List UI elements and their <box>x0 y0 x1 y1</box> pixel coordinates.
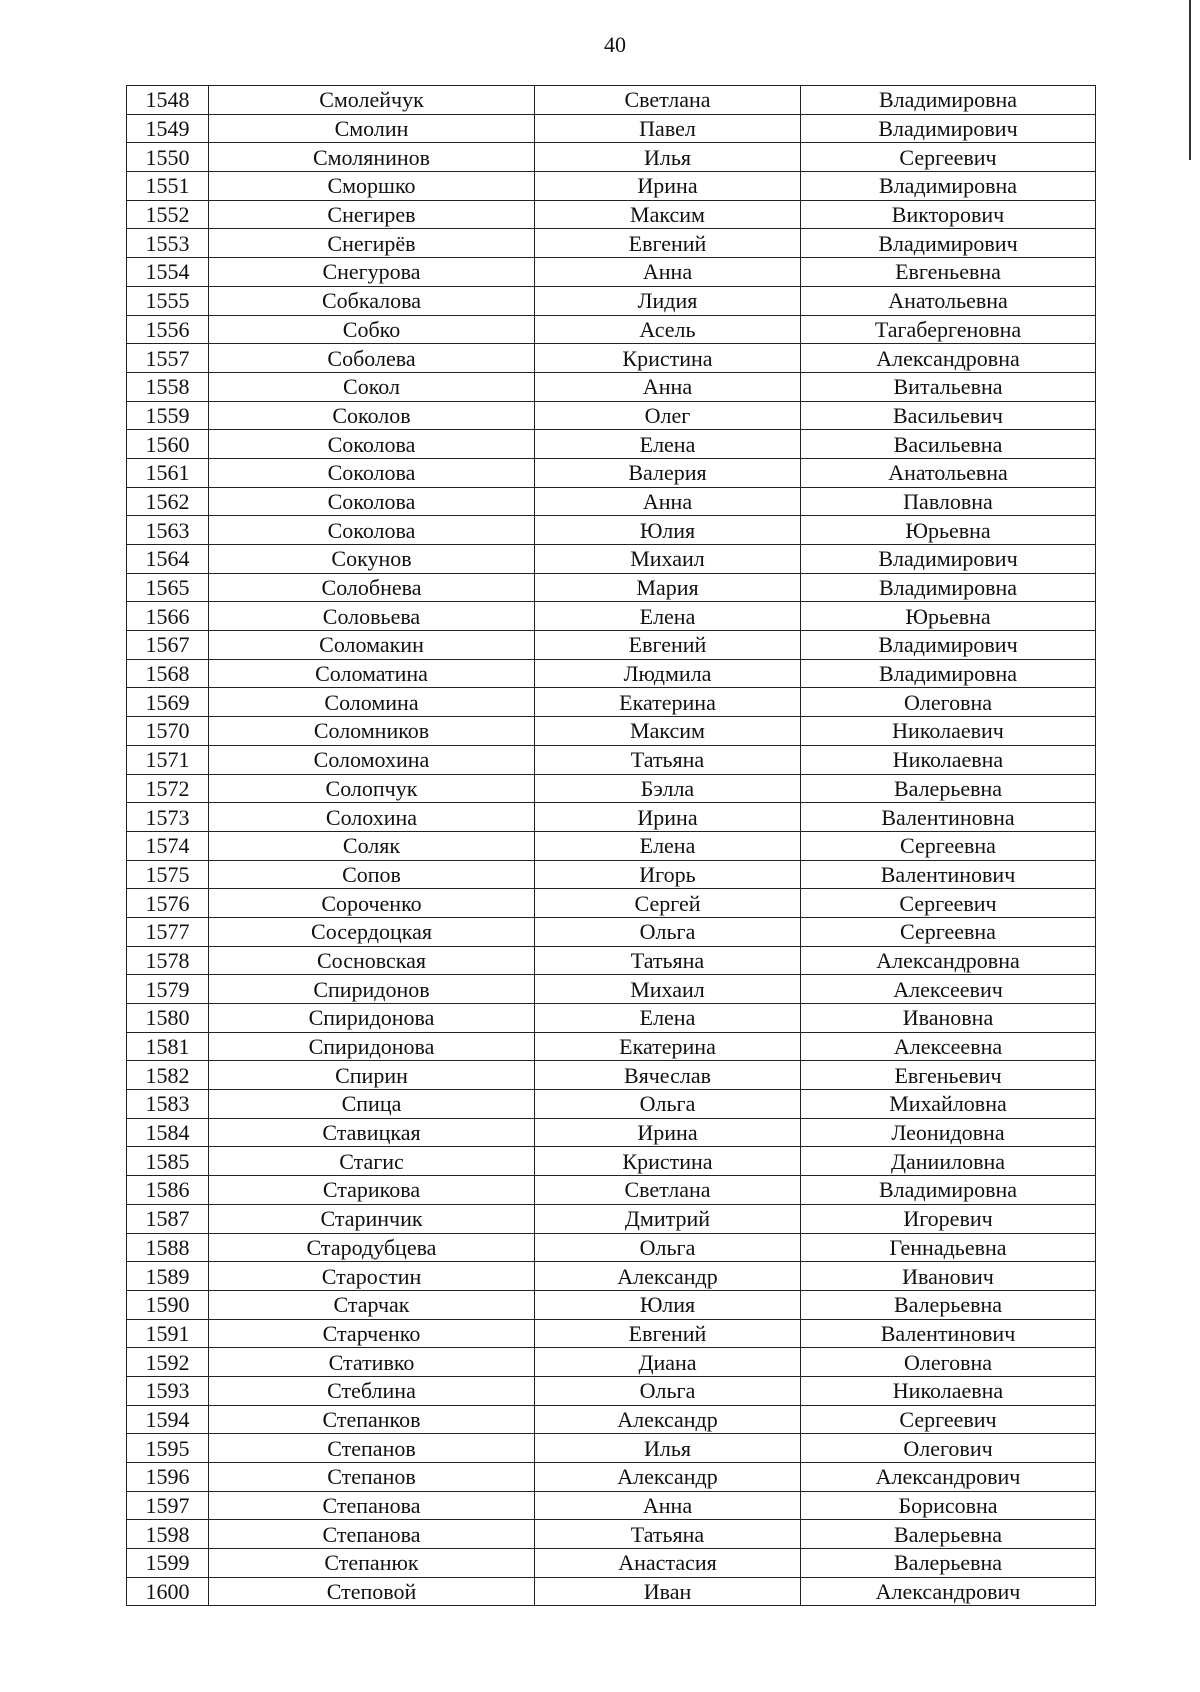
first-name-cell: Анна <box>535 1491 801 1520</box>
patronymic-cell: Сергеевна <box>801 831 1096 860</box>
last-name-cell: Солобнева <box>209 573 535 602</box>
row-number-cell: 1552 <box>127 200 209 229</box>
patronymic-cell: Олеговна <box>801 1348 1096 1377</box>
row-number-cell: 1554 <box>127 258 209 287</box>
row-number-cell: 1597 <box>127 1491 209 1520</box>
first-name-cell: Людмила <box>535 659 801 688</box>
last-name-cell: Степанов <box>209 1434 535 1463</box>
table-row <box>127 831 1096 860</box>
table-row <box>127 946 1096 975</box>
last-name-cell: Степанова <box>209 1491 535 1520</box>
first-name-cell: Анна <box>535 487 801 516</box>
patronymic-cell: Павловна <box>801 487 1096 516</box>
table-row <box>127 717 1096 746</box>
table-row <box>127 1463 1096 1492</box>
patronymic-cell: Валерьевна <box>801 1290 1096 1319</box>
patronymic-cell: Викторович <box>801 200 1096 229</box>
last-name-cell: Старинчик <box>209 1204 535 1233</box>
row-number-cell: 1556 <box>127 315 209 344</box>
first-name-cell: Елена <box>535 602 801 631</box>
row-number-cell: 1590 <box>127 1290 209 1319</box>
row-number-cell: 1578 <box>127 946 209 975</box>
patronymic-cell: Игоревич <box>801 1204 1096 1233</box>
row-number-cell: 1583 <box>127 1090 209 1119</box>
first-name-cell: Елена <box>535 831 801 860</box>
patronymic-cell: Владимирович <box>801 229 1096 258</box>
last-name-cell: Старчак <box>209 1290 535 1319</box>
row-number-cell: 1575 <box>127 860 209 889</box>
row-number-cell: 1588 <box>127 1233 209 1262</box>
last-name-cell: Степанков <box>209 1405 535 1434</box>
table-row <box>127 1348 1096 1377</box>
patronymic-cell: Леонидовна <box>801 1118 1096 1147</box>
patronymic-cell: Васильевна <box>801 430 1096 459</box>
table-row <box>127 258 1096 287</box>
last-name-cell: Спиридонова <box>209 1004 535 1033</box>
row-number-cell: 1555 <box>127 286 209 315</box>
table-row <box>127 1290 1096 1319</box>
table-row <box>127 688 1096 717</box>
table-row <box>127 1090 1096 1119</box>
first-name-cell: Екатерина <box>535 1032 801 1061</box>
row-number-cell: 1559 <box>127 401 209 430</box>
first-name-cell: Олег <box>535 401 801 430</box>
first-name-cell: Светлана <box>535 1176 801 1205</box>
patronymic-cell: Владимировна <box>801 172 1096 201</box>
patronymic-cell: Александровна <box>801 344 1096 373</box>
row-number-cell: 1565 <box>127 573 209 602</box>
patronymic-cell: Владимировна <box>801 1176 1096 1205</box>
patronymic-cell: Олегович <box>801 1434 1096 1463</box>
first-name-cell: Татьяна <box>535 745 801 774</box>
table-row <box>127 602 1096 631</box>
row-number-cell: 1560 <box>127 430 209 459</box>
first-name-cell: Диана <box>535 1348 801 1377</box>
first-name-cell: Евгений <box>535 1319 801 1348</box>
roster-body <box>127 86 1096 1606</box>
patronymic-cell: Васильевич <box>801 401 1096 430</box>
first-name-cell: Евгений <box>535 631 801 660</box>
table-row <box>127 1376 1096 1405</box>
patronymic-cell: Валерьевна <box>801 1520 1096 1549</box>
patronymic-cell: Борисовна <box>801 1491 1096 1520</box>
table-row <box>127 1319 1096 1348</box>
patronymic-cell: Тагабергеновна <box>801 315 1096 344</box>
roster-table <box>126 85 1096 1606</box>
last-name-cell: Старикова <box>209 1176 535 1205</box>
table-row <box>127 745 1096 774</box>
patronymic-cell: Юрьевна <box>801 602 1096 631</box>
patronymic-cell: Владимирович <box>801 631 1096 660</box>
last-name-cell: Стагис <box>209 1147 535 1176</box>
patronymic-cell: Сергеевич <box>801 1405 1096 1434</box>
table-row <box>127 401 1096 430</box>
table-row <box>127 1118 1096 1147</box>
first-name-cell: Бэлла <box>535 774 801 803</box>
last-name-cell: Снегурова <box>209 258 535 287</box>
table-row <box>127 803 1096 832</box>
patronymic-cell: Владимировна <box>801 86 1096 115</box>
patronymic-cell: Александровна <box>801 946 1096 975</box>
table-row <box>127 1405 1096 1434</box>
last-name-cell: Ставицкая <box>209 1118 535 1147</box>
table-row <box>127 860 1096 889</box>
first-name-cell: Александр <box>535 1463 801 1492</box>
first-name-cell: Евгений <box>535 229 801 258</box>
row-number-cell: 1553 <box>127 229 209 258</box>
last-name-cell: Соловьева <box>209 602 535 631</box>
first-name-cell: Анна <box>535 372 801 401</box>
patronymic-cell: Александрович <box>801 1577 1096 1606</box>
patronymic-cell: Валентиновна <box>801 803 1096 832</box>
first-name-cell: Ольга <box>535 917 801 946</box>
last-name-cell: Степовой <box>209 1577 535 1606</box>
last-name-cell: Снегирев <box>209 200 535 229</box>
patronymic-cell: Алексеевич <box>801 975 1096 1004</box>
row-number-cell: 1592 <box>127 1348 209 1377</box>
table-row <box>127 1147 1096 1176</box>
last-name-cell: Сморшко <box>209 172 535 201</box>
row-number-cell: 1562 <box>127 487 209 516</box>
table-row <box>127 315 1096 344</box>
last-name-cell: Степанюк <box>209 1549 535 1578</box>
first-name-cell: Татьяна <box>535 946 801 975</box>
patronymic-cell: Николаевич <box>801 717 1096 746</box>
last-name-cell: Стеблина <box>209 1376 535 1405</box>
table-row <box>127 1061 1096 1090</box>
last-name-cell: Стативко <box>209 1348 535 1377</box>
last-name-cell: Солопчук <box>209 774 535 803</box>
patronymic-cell: Владимировна <box>801 659 1096 688</box>
patronymic-cell: Евгеньевич <box>801 1061 1096 1090</box>
first-name-cell: Ирина <box>535 803 801 832</box>
last-name-cell: Спиридонов <box>209 975 535 1004</box>
last-name-cell: Сопов <box>209 860 535 889</box>
table-row <box>127 516 1096 545</box>
last-name-cell: Солохина <box>209 803 535 832</box>
row-number-cell: 1573 <box>127 803 209 832</box>
row-number-cell: 1579 <box>127 975 209 1004</box>
row-number-cell: 1569 <box>127 688 209 717</box>
row-number-cell: 1594 <box>127 1405 209 1434</box>
row-number-cell: 1598 <box>127 1520 209 1549</box>
patronymic-cell: Данииловна <box>801 1147 1096 1176</box>
row-number-cell: 1585 <box>127 1147 209 1176</box>
table-row <box>127 458 1096 487</box>
first-name-cell: Илья <box>535 1434 801 1463</box>
last-name-cell: Соломатина <box>209 659 535 688</box>
page-number: 40 <box>604 32 626 57</box>
first-name-cell: Ирина <box>535 172 801 201</box>
table-row <box>127 1032 1096 1061</box>
table-row <box>127 1577 1096 1606</box>
patronymic-cell: Ивановна <box>801 1004 1096 1033</box>
row-number-cell: 1599 <box>127 1549 209 1578</box>
table-row <box>127 631 1096 660</box>
row-number-cell: 1595 <box>127 1434 209 1463</box>
last-name-cell: Соколова <box>209 458 535 487</box>
last-name-cell: Сосердоцкая <box>209 917 535 946</box>
row-number-cell: 1563 <box>127 516 209 545</box>
table-row <box>127 889 1096 918</box>
row-number-cell: 1570 <box>127 717 209 746</box>
first-name-cell: Михаил <box>535 545 801 574</box>
first-name-cell: Александр <box>535 1405 801 1434</box>
table-row <box>127 229 1096 258</box>
table-row <box>127 172 1096 201</box>
last-name-cell: Спирин <box>209 1061 535 1090</box>
first-name-cell: Мария <box>535 573 801 602</box>
patronymic-cell: Анатольевна <box>801 286 1096 315</box>
last-name-cell: Смолянинов <box>209 143 535 172</box>
last-name-cell: Соболева <box>209 344 535 373</box>
last-name-cell: Соколов <box>209 401 535 430</box>
table-row <box>127 372 1096 401</box>
patronymic-cell: Алексеевна <box>801 1032 1096 1061</box>
patronymic-cell: Сергеевич <box>801 143 1096 172</box>
first-name-cell: Анна <box>535 258 801 287</box>
row-number-cell: 1591 <box>127 1319 209 1348</box>
first-name-cell: Екатерина <box>535 688 801 717</box>
last-name-cell: Соломакин <box>209 631 535 660</box>
first-name-cell: Михаил <box>535 975 801 1004</box>
patronymic-cell: Сергеевна <box>801 917 1096 946</box>
first-name-cell: Елена <box>535 430 801 459</box>
first-name-cell: Юлия <box>535 516 801 545</box>
row-number-cell: 1581 <box>127 1032 209 1061</box>
row-number-cell: 1549 <box>127 114 209 143</box>
table-row <box>127 1233 1096 1262</box>
table-row <box>127 917 1096 946</box>
first-name-cell: Елена <box>535 1004 801 1033</box>
patronymic-cell: Сергеевич <box>801 889 1096 918</box>
row-number-cell: 1557 <box>127 344 209 373</box>
table-row <box>127 1204 1096 1233</box>
first-name-cell: Ольга <box>535 1376 801 1405</box>
patronymic-cell: Валентинович <box>801 1319 1096 1348</box>
first-name-cell: Ольга <box>535 1090 801 1119</box>
last-name-cell: Старченко <box>209 1319 535 1348</box>
patronymic-cell: Валерьевна <box>801 1549 1096 1578</box>
row-number-cell: 1548 <box>127 86 209 115</box>
row-number-cell: 1561 <box>127 458 209 487</box>
last-name-cell: Сокол <box>209 372 535 401</box>
table-row <box>127 1176 1096 1205</box>
patronymic-cell: Владимировна <box>801 573 1096 602</box>
last-name-cell: Спиридонова <box>209 1032 535 1061</box>
first-name-cell: Игорь <box>535 860 801 889</box>
first-name-cell: Павел <box>535 114 801 143</box>
first-name-cell: Кристина <box>535 344 801 373</box>
row-number-cell: 1589 <box>127 1262 209 1291</box>
first-name-cell: Анастасия <box>535 1549 801 1578</box>
first-name-cell: Максим <box>535 717 801 746</box>
first-name-cell: Максим <box>535 200 801 229</box>
table-row <box>127 545 1096 574</box>
last-name-cell: Сокунов <box>209 545 535 574</box>
row-number-cell: 1593 <box>127 1376 209 1405</box>
row-number-cell: 1586 <box>127 1176 209 1205</box>
row-number-cell: 1577 <box>127 917 209 946</box>
row-number-cell: 1551 <box>127 172 209 201</box>
row-number-cell: 1596 <box>127 1463 209 1492</box>
last-name-cell: Сосновская <box>209 946 535 975</box>
last-name-cell: Смолин <box>209 114 535 143</box>
table-row <box>127 86 1096 115</box>
first-name-cell: Лидия <box>535 286 801 315</box>
first-name-cell: Светлана <box>535 86 801 115</box>
patronymic-cell: Витальевна <box>801 372 1096 401</box>
row-number-cell: 1558 <box>127 372 209 401</box>
table-row <box>127 430 1096 459</box>
patronymic-cell: Николаевна <box>801 745 1096 774</box>
row-number-cell: 1568 <box>127 659 209 688</box>
last-name-cell: Собкалова <box>209 286 535 315</box>
first-name-cell: Вячеслав <box>535 1061 801 1090</box>
patronymic-cell: Михайловна <box>801 1090 1096 1119</box>
row-number-cell: 1574 <box>127 831 209 860</box>
table-row <box>127 1004 1096 1033</box>
last-name-cell: Сороченко <box>209 889 535 918</box>
first-name-cell: Ольга <box>535 1233 801 1262</box>
last-name-cell: Степанова <box>209 1520 535 1549</box>
patronymic-cell: Иванович <box>801 1262 1096 1291</box>
table-row <box>127 975 1096 1004</box>
last-name-cell: Соломохина <box>209 745 535 774</box>
last-name-cell: Соломина <box>209 688 535 717</box>
last-name-cell: Смолейчук <box>209 86 535 115</box>
first-name-cell: Иван <box>535 1577 801 1606</box>
table-row <box>127 143 1096 172</box>
table-row <box>127 344 1096 373</box>
table-row <box>127 1262 1096 1291</box>
last-name-cell: Соколова <box>209 487 535 516</box>
first-name-cell: Асель <box>535 315 801 344</box>
patronymic-cell: Юрьевна <box>801 516 1096 545</box>
last-name-cell: Степанов <box>209 1463 535 1492</box>
patronymic-cell: Олеговна <box>801 688 1096 717</box>
patronymic-cell: Анатольевна <box>801 458 1096 487</box>
row-number-cell: 1572 <box>127 774 209 803</box>
first-name-cell: Валерия <box>535 458 801 487</box>
last-name-cell: Соломников <box>209 717 535 746</box>
table-row <box>127 1434 1096 1463</box>
row-number-cell: 1571 <box>127 745 209 774</box>
row-number-cell: 1576 <box>127 889 209 918</box>
last-name-cell: Спица <box>209 1090 535 1119</box>
first-name-cell: Александр <box>535 1262 801 1291</box>
table-row <box>127 774 1096 803</box>
patronymic-cell: Евгеньевна <box>801 258 1096 287</box>
table-row <box>127 573 1096 602</box>
row-number-cell: 1580 <box>127 1004 209 1033</box>
table-row <box>127 200 1096 229</box>
last-name-cell: Старостин <box>209 1262 535 1291</box>
row-number-cell: 1566 <box>127 602 209 631</box>
last-name-cell: Собко <box>209 315 535 344</box>
first-name-cell: Кристина <box>535 1147 801 1176</box>
table-row <box>127 1520 1096 1549</box>
row-number-cell: 1567 <box>127 631 209 660</box>
row-number-cell: 1587 <box>127 1204 209 1233</box>
table-row <box>127 1549 1096 1578</box>
row-number-cell: 1582 <box>127 1061 209 1090</box>
last-name-cell: Стародубцева <box>209 1233 535 1262</box>
row-number-cell: 1564 <box>127 545 209 574</box>
last-name-cell: Соляк <box>209 831 535 860</box>
scan-edge-line <box>1189 0 1191 160</box>
last-name-cell: Соколова <box>209 430 535 459</box>
patronymic-cell: Геннадьевна <box>801 1233 1096 1262</box>
first-name-cell: Илья <box>535 143 801 172</box>
first-name-cell: Сергей <box>535 889 801 918</box>
last-name-cell: Снегирёв <box>209 229 535 258</box>
row-number-cell: 1600 <box>127 1577 209 1606</box>
patronymic-cell: Николаевна <box>801 1376 1096 1405</box>
patronymic-cell: Владимирович <box>801 114 1096 143</box>
row-number-cell: 1550 <box>127 143 209 172</box>
patronymic-cell: Валерьевна <box>801 774 1096 803</box>
table-row <box>127 1491 1096 1520</box>
patronymic-cell: Александрович <box>801 1463 1096 1492</box>
first-name-cell: Татьяна <box>535 1520 801 1549</box>
patronymic-cell: Валентинович <box>801 860 1096 889</box>
first-name-cell: Ирина <box>535 1118 801 1147</box>
last-name-cell: Соколова <box>209 516 535 545</box>
table-row <box>127 286 1096 315</box>
patronymic-cell: Владимирович <box>801 545 1096 574</box>
table-row <box>127 659 1096 688</box>
table-row <box>127 114 1096 143</box>
first-name-cell: Юлия <box>535 1290 801 1319</box>
table-row <box>127 487 1096 516</box>
row-number-cell: 1584 <box>127 1118 209 1147</box>
first-name-cell: Дмитрий <box>535 1204 801 1233</box>
